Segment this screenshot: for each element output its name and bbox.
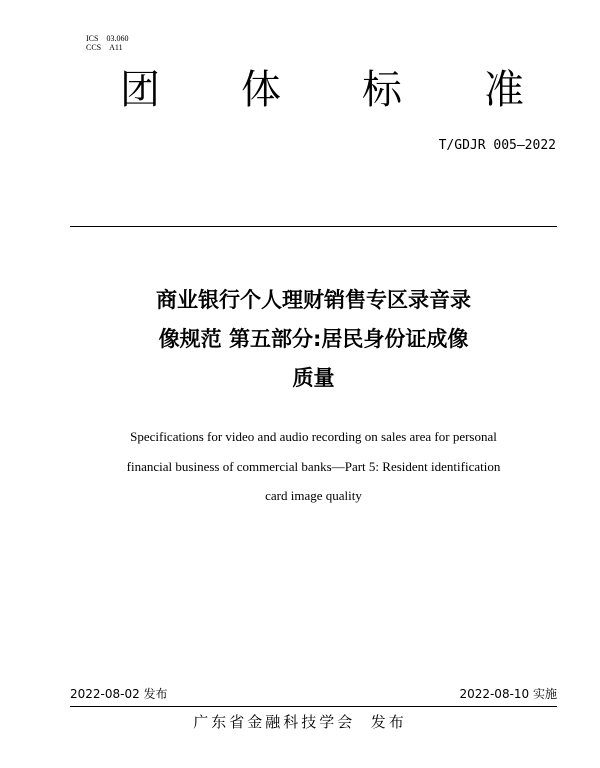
standard-type-char-4: 准 (484, 67, 524, 113)
date-row (70, 686, 557, 704)
ccs-label: CCS (86, 43, 102, 52)
english-title-line-1: Specifications for video and audio recording on sales area for personal (130, 429, 497, 444)
english-title (70, 422, 557, 511)
ics-code: 03.060 (106, 34, 129, 43)
header-divider (70, 226, 557, 227)
standard-type-char-2: 体 (241, 67, 281, 113)
chinese-title-line-1: 商业银行个人理财销售专区录音录 (156, 288, 471, 312)
publisher: 广东省金融科技学会 发布 (193, 713, 407, 731)
chinese-title-line-3: 质量 (292, 366, 335, 390)
chinese-title-line-2: 像规范 第五部分:居民身份证成像 (158, 327, 469, 351)
chinese-title (70, 281, 557, 398)
english-title-line-2: financial business of commercial banks—Part 5: Resident identification (126, 458, 501, 474)
english-title-line-3: card image quality (265, 488, 362, 503)
standard-type-char-1: 团 (120, 67, 160, 113)
standard-type-heading (0, 66, 600, 116)
implementation-date: 2022-08-10 实施 (459, 687, 557, 701)
ics-row (86, 34, 128, 43)
standard-type-char-3: 标 (362, 67, 402, 113)
ics-label: ICS (86, 34, 99, 43)
footer-divider (70, 706, 557, 707)
standard-number: T/GDJR 005—2022 (438, 138, 556, 153)
ccs-row (86, 43, 128, 52)
classification-codes (86, 34, 128, 52)
issue-date: 2022-08-02 发布 (70, 687, 168, 701)
ccs-code: A11 (109, 43, 123, 52)
